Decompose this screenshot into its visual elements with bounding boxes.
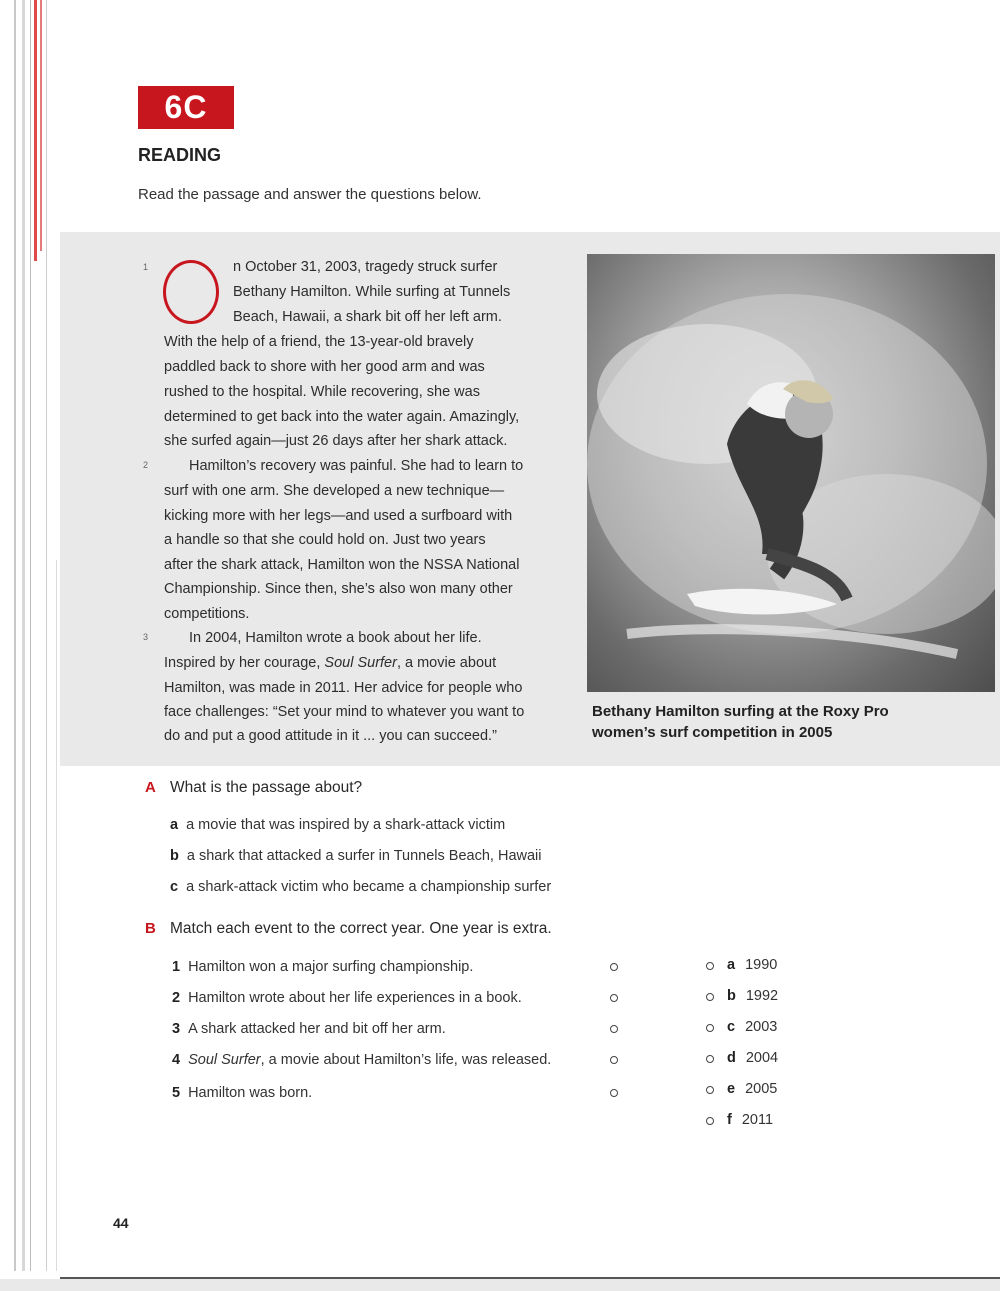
year-option <box>727 1019 777 1035</box>
passage-line: kicking more with her legs—and used a surfboard with <box>164 508 513 524</box>
passage-line: rushed to the hospital. While recovering, she was <box>164 384 480 400</box>
year-match-dot[interactable] <box>706 1086 714 1094</box>
unit-badge: 6C <box>138 86 234 129</box>
movie-title: Soul Surfer <box>188 1052 261 1068</box>
surfer-illustration <box>587 254 995 692</box>
question-a-option[interactable] <box>170 848 542 864</box>
page-edge <box>46 0 47 1271</box>
passage-line: paddled back to shore with her good arm and was <box>164 359 485 375</box>
passage-line: Championship. Since then, she’s also won many other <box>164 581 513 597</box>
passage-line <box>164 655 496 671</box>
passage-line: competitions. <box>164 606 250 622</box>
page-edge <box>56 560 57 1271</box>
option-text: a shark that attacked a surfer in Tunnels Beach, Hawaii <box>186 848 542 864</box>
year-match-dot[interactable] <box>706 1055 714 1063</box>
passage-line: determined to get back into the water again. Amazingly, <box>164 409 520 425</box>
page-edge <box>30 0 31 1271</box>
surfer-photo <box>587 254 995 692</box>
question-a-option[interactable] <box>170 817 505 833</box>
page-bottom-fade <box>0 1279 1000 1291</box>
page-edge <box>22 0 25 1271</box>
page-edge-red <box>34 0 37 261</box>
instructions: Read the passage and answer the questions below. <box>138 186 482 203</box>
year-value: 1990 <box>745 957 778 973</box>
paragraph-number: 2 <box>143 460 149 470</box>
year-value: 2011 <box>741 1112 774 1128</box>
year-letter: e <box>727 1081 736 1097</box>
event-number: 2 <box>172 990 181 1006</box>
year-letter: d <box>727 1050 736 1066</box>
event-match-dot[interactable] <box>610 1025 618 1033</box>
question-b-letter: B <box>145 920 156 937</box>
paragraph-number: 3 <box>143 632 149 642</box>
year-match-dot[interactable] <box>706 962 714 970</box>
event-text: Hamilton wrote about her life experiences in a book. <box>188 990 522 1006</box>
event-number: 4 <box>172 1052 181 1068</box>
year-letter: b <box>727 988 736 1004</box>
passage-line: a handle so that she could hold on. Just two years <box>164 532 486 548</box>
passage-line: surf with one arm. She developed a new technique— <box>164 483 505 499</box>
passage-line: With the help of a friend, the 13-year-old bravely <box>164 334 474 350</box>
option-letter: a <box>170 817 179 833</box>
event-text: Hamilton was born. <box>188 1085 313 1101</box>
option-letter: b <box>170 848 179 864</box>
passage-line: n October 31, 2003, tragedy struck surfer <box>233 259 498 275</box>
event-match-dot[interactable] <box>610 1056 618 1064</box>
question-b-prompt: Match each event to the correct year. One year is extra. <box>170 920 552 937</box>
event-item <box>172 990 522 1006</box>
event-text: A shark attacked her and bit off her arm. <box>188 1021 446 1037</box>
year-option <box>727 957 777 973</box>
year-value: 2003 <box>745 1019 778 1035</box>
year-value: 1992 <box>745 988 779 1004</box>
drop-cap-letter <box>163 260 219 324</box>
question-a-letter: A <box>145 779 156 796</box>
event-number: 3 <box>172 1021 181 1037</box>
question-a-option[interactable] <box>170 879 551 895</box>
year-match-dot[interactable] <box>706 993 714 1001</box>
passage-text: Inspired by her courage, <box>164 655 325 671</box>
passage-line: Hamilton’s recovery was painful. She had to learn to <box>189 458 524 474</box>
passage-text: , a movie about <box>396 655 497 671</box>
photo-caption: Bethany Hamilton surfing at the Roxy Pro <box>592 703 889 720</box>
event-item <box>172 1085 312 1101</box>
year-value: 2005 <box>745 1081 778 1097</box>
paragraph-number: 1 <box>143 262 149 272</box>
year-option <box>727 1050 778 1066</box>
passage-line: face challenges: “Set your mind to whatever you want to <box>164 704 525 720</box>
option-letter: c <box>170 879 179 895</box>
event-number: 1 <box>172 959 181 975</box>
year-letter: c <box>727 1019 736 1035</box>
passage-line: Bethany Hamilton. While surfing at Tunnels <box>233 284 511 300</box>
event-match-dot[interactable] <box>610 963 618 971</box>
event-text: Hamilton won a major surfing championship. <box>188 959 474 975</box>
event-match-dot[interactable] <box>610 1089 618 1097</box>
page-edge-red <box>40 0 42 251</box>
year-match-dot[interactable] <box>706 1117 714 1125</box>
passage-line: after the shark attack, Hamilton won the NSSA National <box>164 557 520 573</box>
movie-title: Soul Surfer <box>324 655 397 671</box>
year-value: 2004 <box>745 1050 779 1066</box>
year-option <box>727 988 778 1004</box>
event-match-dot[interactable] <box>610 994 618 1002</box>
passage-line: Hamilton, was made in 2011. Her advice for people who <box>164 680 523 696</box>
year-option <box>727 1112 773 1128</box>
page-edge <box>14 0 16 1271</box>
event-item <box>172 1021 446 1037</box>
event-number: 5 <box>172 1085 181 1101</box>
photo-caption: women’s surf competition in 2005 <box>592 724 833 741</box>
year-option <box>727 1081 777 1097</box>
event-item <box>172 1052 551 1068</box>
passage-line: she surfed again—just 26 days after her shark attack. <box>164 433 508 449</box>
year-letter: a <box>727 957 736 973</box>
option-text: a shark-attack victim who became a championship surfer <box>186 879 552 895</box>
passage-line: In 2004, Hamilton wrote a book about her life. <box>189 630 482 646</box>
option-text: a movie that was inspired by a shark-attack victim <box>186 817 506 833</box>
year-match-dot[interactable] <box>706 1024 714 1032</box>
section-title: READING <box>138 145 222 165</box>
question-a-prompt: What is the passage about? <box>170 779 363 796</box>
event-text: , a movie about Hamilton’s life, was released. <box>260 1052 552 1068</box>
page-number: 44 <box>113 1215 129 1231</box>
year-letter: f <box>727 1112 732 1128</box>
passage-line: do and put a good attitude in it ... you can succeed.” <box>164 728 497 744</box>
passage-line: Beach, Hawaii, a shark bit off her left arm. <box>233 309 502 325</box>
event-item <box>172 959 473 975</box>
